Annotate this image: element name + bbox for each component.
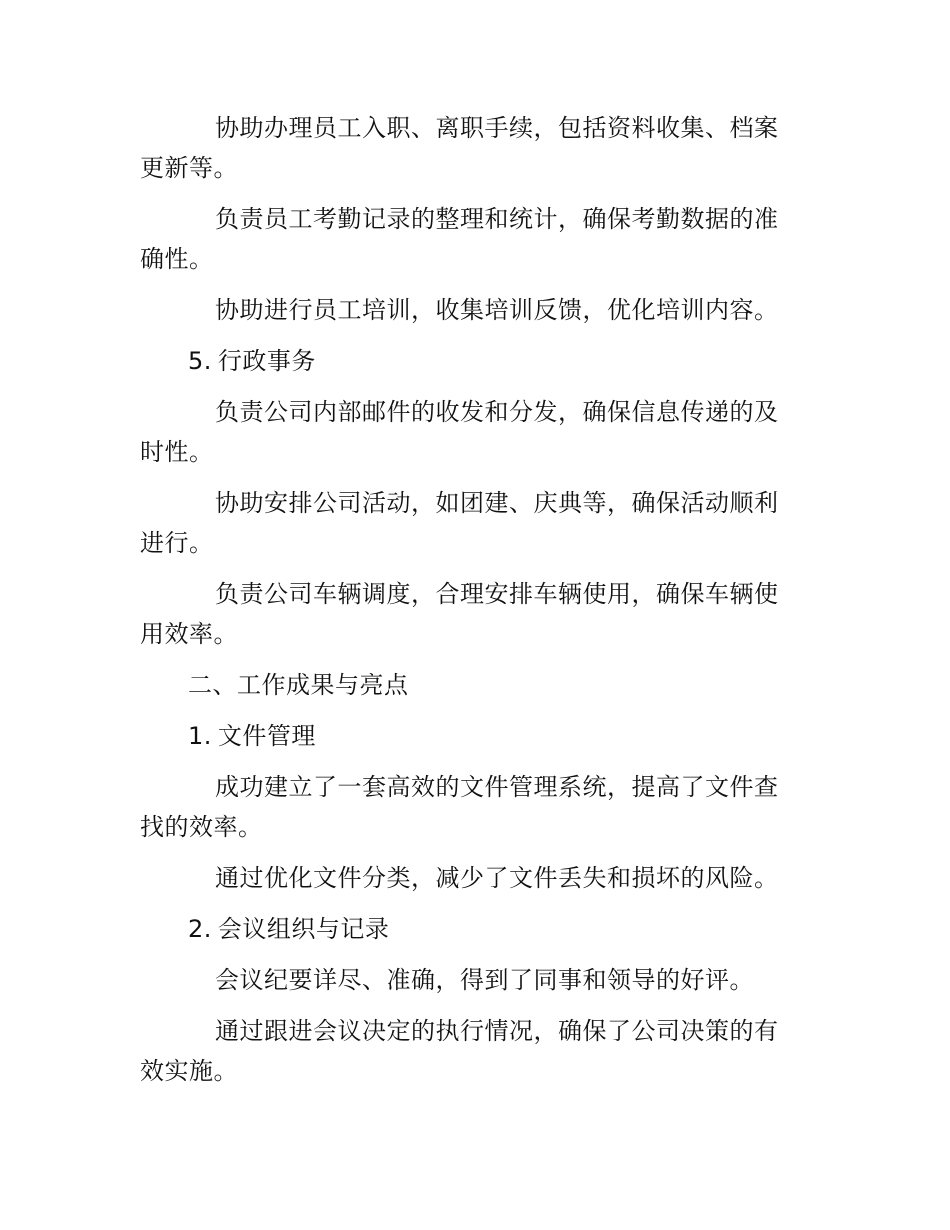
paragraph-training: 协助进行员工培训，收集培训反馈，优化培训内容。 <box>215 296 779 324</box>
section-number: 1. <box>188 722 212 750</box>
paragraph-meeting-minutes: 会议纪要详尽、准确，得到了同事和领导的好评。 <box>215 966 754 994</box>
paragraph-mail: 负责公司内部邮件的收发和分发，确保信息传递的及时性。 <box>140 398 779 466</box>
document-body <box>140 108 790 1102</box>
section-number: 2. <box>188 915 212 943</box>
paragraph-file-classification: 通过优化文件分类，减少了文件丢失和损坏的风险。 <box>215 864 779 892</box>
paragraph-file-system: 成功建立了一套高效的文件管理系统，提高了文件查找的效率。 <box>140 773 779 841</box>
section-heading-file-management <box>188 716 790 756</box>
paragraph-meeting-followup: 通过跟进会议决定的执行情况，确保了公司决策的有效实施。 <box>140 1017 779 1085</box>
section-title: 行政事务 <box>217 347 316 375</box>
section-number: 5. <box>188 347 212 375</box>
paragraph-events: 协助安排公司活动，如团建、庆典等，确保活动顺利进行。 <box>140 489 779 557</box>
section-heading-meetings <box>188 909 790 949</box>
paragraph-onboarding: 协助办理员工入职、离职手续，包括资料收集、档案更新等。 <box>140 114 779 182</box>
section-heading-admin-affairs <box>188 341 790 381</box>
section-title: 会议组织与记录 <box>217 915 390 943</box>
chapter-title: 二、工作成果与亮点 <box>188 671 409 699</box>
paragraph-attendance: 负责员工考勤记录的整理和统计，确保考勤数据的准确性。 <box>140 205 779 273</box>
section-title: 文件管理 <box>217 722 316 750</box>
chapter-heading-achievements <box>188 665 790 705</box>
paragraph-vehicles: 负责公司车辆调度，合理安排车辆使用，确保车辆使用效率。 <box>140 580 779 648</box>
